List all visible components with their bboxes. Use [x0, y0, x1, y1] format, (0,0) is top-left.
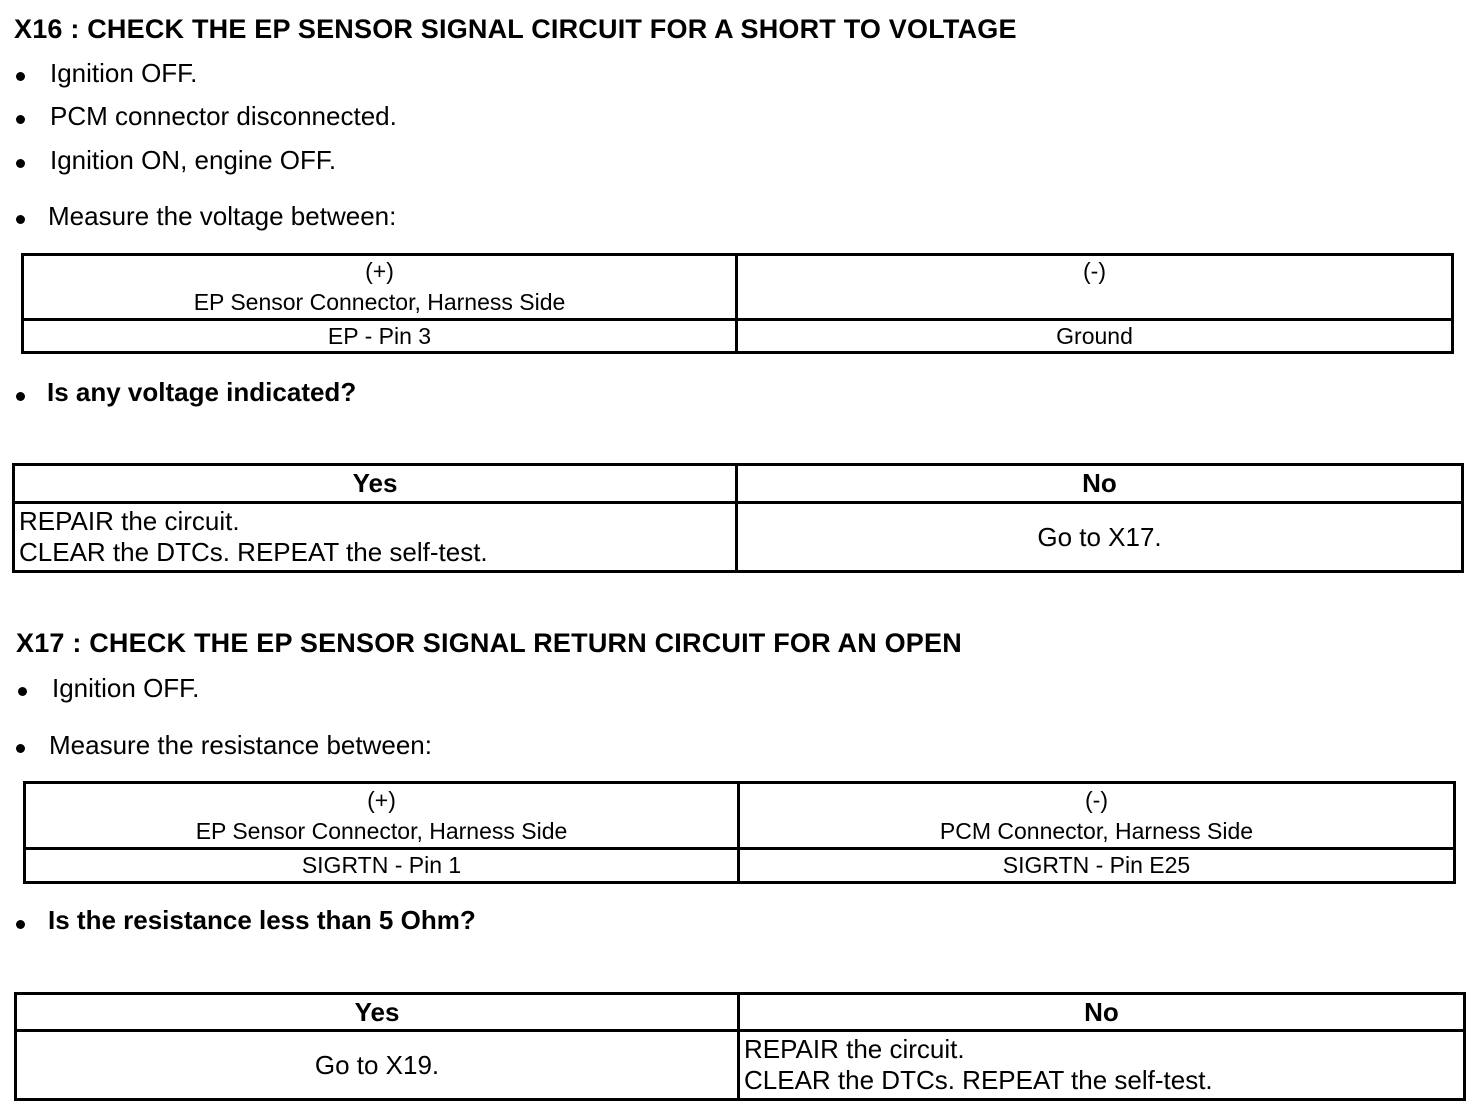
x16-neg-header-cell [737, 255, 1453, 320]
neg-header: (-) [1083, 258, 1106, 284]
neg-sub: PCM Connector, Harness Side [939, 817, 1254, 844]
x17-no-line-2: CLEAR the DTCs. REPEAT the self-test. [744, 1065, 1213, 1095]
x16-yes-header: Yes [14, 465, 737, 503]
x17-pos-header-cell [25, 783, 739, 849]
x16-neg-value: Ground [737, 320, 1453, 353]
pos-header: (+) [367, 786, 396, 813]
x16-yes-cell [14, 503, 737, 572]
x16-measure-table [21, 253, 1454, 354]
x16-yes-line-1: REPAIR the circuit. [19, 506, 240, 536]
neg-header: (-) [1085, 786, 1108, 813]
x17-yes-header: Yes [16, 994, 739, 1031]
x17-result-table [14, 992, 1466, 1101]
pos-header: (+) [365, 258, 394, 284]
x17-no-line-1: REPAIR the circuit. [744, 1034, 965, 1064]
x17-measure-table [23, 781, 1456, 884]
bullet-icon [16, 115, 25, 124]
x17-neg-value: SIGRTN - Pin E25 [739, 849, 1455, 883]
x16-heading: X16 : CHECK THE EP SENSOR SIGNAL CIRCUIT FOR A SHORT TO VOLTAGE [14, 14, 1017, 44]
x16-result-table [12, 463, 1464, 573]
x17-heading: X17 : CHECK THE EP SENSOR SIGNAL RETURN CIRCUIT FOR AN OPEN [16, 628, 962, 658]
bullet-icon [16, 920, 25, 929]
bullet-icon [16, 744, 25, 753]
x16-yes-line-2: CLEAR the DTCs. REPEAT the self-test. [19, 537, 488, 567]
pos-sub: EP Sensor Connector, Harness Side [195, 817, 568, 844]
bullet-icon [18, 687, 27, 696]
x17-neg-header-cell [739, 783, 1455, 849]
x17-pos-value: SIGRTN - Pin 1 [25, 849, 739, 883]
x17-no-cell [739, 1031, 1465, 1100]
pos-sub: EP Sensor Connector, Harness Side [193, 289, 566, 315]
x17-no-header: No [739, 994, 1465, 1031]
x16-pos-header-cell [23, 255, 737, 320]
bullet-icon [16, 215, 25, 224]
x16-no-header: No [737, 465, 1463, 503]
bullet-icon [16, 392, 25, 401]
bullet-icon [16, 159, 25, 168]
x16-no-cell: Go to X17. [737, 503, 1463, 572]
x16-pos-value: EP - Pin 3 [23, 320, 737, 353]
x17-yes-cell: Go to X19. [16, 1031, 739, 1100]
bullet-icon [16, 72, 25, 81]
